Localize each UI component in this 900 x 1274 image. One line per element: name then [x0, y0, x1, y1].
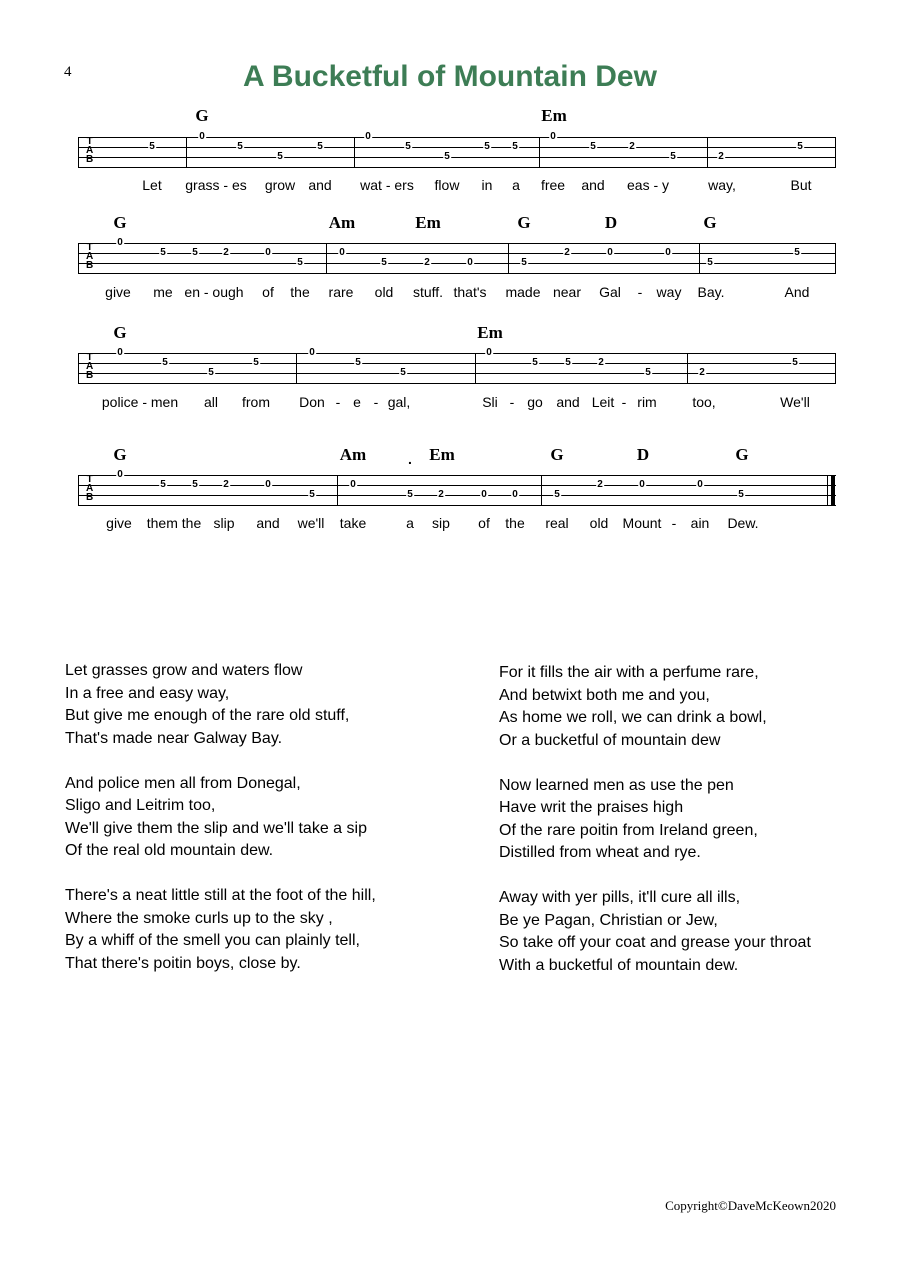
chord: G [195, 106, 209, 125]
tab-note: 0 [265, 247, 271, 258]
chord: Am [339, 445, 367, 464]
tab-note: 0 [117, 347, 123, 358]
verse-line: That's made near Galway Bay. [65, 729, 283, 747]
tab-note: 5 [444, 151, 450, 162]
tab-note: 0 [607, 247, 613, 258]
tab-note: 0 [309, 347, 315, 358]
lyric-syllable: made [505, 284, 541, 300]
tab-note: 0 [117, 469, 123, 480]
tab-note: 5 [707, 257, 713, 268]
verse-line: Of the real old mountain dew. [65, 842, 274, 859]
tab-note: 0 [350, 479, 356, 490]
chord: G [703, 213, 717, 232]
tab-clef: T A B [86, 242, 94, 271]
tab-note: 2 [597, 479, 603, 490]
verse [65, 773, 376, 863]
tab-clef: T A B [86, 136, 94, 165]
tab-note: 5 [532, 357, 538, 368]
tab-note: 5 [149, 141, 155, 152]
tab-staff [78, 469, 836, 505]
lyric-syllable: stuff. [412, 284, 444, 300]
chord: Em [541, 106, 567, 125]
chord: G [113, 445, 127, 464]
tab-note: 0 [639, 479, 645, 490]
lyric-syllable: Gal [599, 284, 621, 300]
lyric-syllable: rim [637, 394, 657, 410]
verse-line: For it fills the air with a perfume rare, [499, 664, 759, 681]
chord: Em [477, 323, 503, 342]
lyric-syllable: give [106, 515, 132, 531]
tab-clef: T A B [86, 474, 94, 503]
chord: Am [328, 213, 356, 232]
verse-line: Let grasses grow and waters flow [65, 662, 303, 679]
tab-note: 5 [645, 367, 651, 378]
lyric-syllable: - [621, 394, 627, 410]
lyric-syllable: rare [328, 284, 354, 300]
chord: G [517, 213, 531, 232]
tab-note: 5 [192, 479, 198, 490]
verse-line: But give me enough of the rare old stuff, [65, 707, 350, 724]
lyric-syllable: ain [690, 515, 710, 531]
tab-note: 5 [794, 247, 800, 258]
lyric-syllable: me [153, 284, 173, 300]
verse-line: Or a bucketful of mountain dew [499, 731, 721, 749]
tab-note: 2 [438, 489, 444, 500]
tab-note: 5 [554, 489, 560, 500]
lyric-syllable: in [481, 177, 493, 193]
lyric-syllable: from [242, 394, 270, 410]
lyric-syllable: flow [434, 177, 460, 193]
lyric-syllable: - [335, 394, 341, 410]
lyric-syllable: near [552, 284, 582, 300]
lyric-syllable: Let [142, 177, 162, 193]
tab-note: 5 [160, 247, 166, 258]
chord: D [604, 213, 618, 232]
tab-staff [78, 131, 836, 167]
verse [499, 775, 811, 865]
verse-line: Sligo and Leitrim too, [65, 797, 216, 814]
tab-note: 5 [253, 357, 259, 368]
song-title: A Bucketful of Mountain Dew [243, 60, 657, 93]
tab-note: 0 [117, 237, 123, 248]
chord: G [113, 323, 127, 342]
lyric-syllable: go [527, 394, 543, 410]
tab-note: 5 [792, 357, 798, 368]
lyric-syllable: and [256, 515, 280, 531]
lyric-syllable: police - men [101, 394, 179, 410]
tab-note: 0 [697, 479, 703, 490]
verse-line: Have writ the praises high [499, 799, 684, 816]
lyric-syllable: Dew. [727, 515, 759, 531]
verse-line: Of the rare poitin from Ireland green, [499, 821, 758, 839]
lyric-syllable: wat - ers [360, 177, 414, 193]
tab-note: 0 [550, 131, 556, 142]
tab-system-1 [0, 106, 900, 196]
lyric-syllable: of [262, 284, 274, 300]
verse-line: Be ye Pagan, Christian or Jew, [499, 911, 718, 929]
tab-staff [78, 347, 836, 383]
tab-note: 0 [365, 131, 371, 142]
chord: Em [415, 213, 441, 232]
lyric-syllable: the [505, 515, 525, 531]
verse-line: So take off your coat and grease your throat [499, 934, 811, 951]
tab-note: 5 [484, 141, 490, 152]
verse-line: Where the smoke curls up to the sky , [65, 909, 333, 927]
lyric-syllable: Mount [622, 515, 662, 531]
tab-note: 5 [309, 489, 315, 500]
tab-note: 2 [424, 257, 430, 268]
tab-staff [78, 237, 836, 273]
copyright-notice: Copyright©DaveMcKeown2020 [665, 1198, 836, 1213]
tab-note: 2 [564, 247, 570, 258]
tab-note: 2 [223, 479, 229, 490]
tab-note: 5 [317, 141, 323, 152]
lyric-syllable: all [203, 394, 219, 410]
tab-note: 0 [339, 247, 345, 258]
chord: Em [429, 445, 455, 464]
verse-line: There's a neat little still at the foot of the hill, [65, 887, 376, 904]
verse-line: As home we roll, we can drink a bowl, [499, 709, 767, 726]
lyric-syllable: Sli [482, 394, 498, 410]
lyric-syllable: old [589, 515, 609, 531]
chord: G [735, 445, 749, 464]
tab-note: 0 [512, 489, 518, 500]
chord-dot: . [408, 451, 412, 467]
tab-note: 0 [265, 479, 271, 490]
lyric-syllable: We'll [780, 394, 810, 410]
chord: D [636, 445, 650, 464]
lyric-syllable: But [790, 177, 812, 193]
verse [499, 662, 811, 752]
lyric-syllable: slip [213, 515, 235, 531]
tab-note: 5 [407, 489, 413, 500]
lyric-syllable: e [353, 394, 361, 410]
verse-line: And betwixt both me and you, [499, 686, 710, 704]
lyric-syllable: way [656, 284, 682, 300]
tab-note: 0 [199, 131, 205, 142]
lyric-syllable: en - ough [184, 284, 244, 300]
page-number: 4 [64, 64, 72, 80]
tab-note: 2 [598, 357, 604, 368]
lyric-syllable: Leit [591, 394, 615, 410]
tab-note: 2 [699, 367, 705, 378]
lyric-syllable: - [509, 394, 515, 410]
tab-system-3 [0, 323, 900, 413]
verse-line: In a free and easy way, [65, 684, 230, 702]
lyric-syllable: the [290, 284, 310, 300]
tab-note: 5 [590, 141, 596, 152]
lyric-syllable: gal, [387, 394, 411, 410]
verse-line: With a bucketful of mountain dew. [499, 956, 739, 974]
tab-note: 5 [277, 151, 283, 162]
tab-system-4 [0, 445, 900, 535]
tab-note: 0 [486, 347, 492, 358]
tab-note: 5 [400, 367, 406, 378]
verse [65, 660, 376, 750]
lyric-syllable: - [671, 515, 677, 531]
tab-note: 5 [738, 489, 744, 500]
tab-note: 5 [160, 479, 166, 490]
verse-line: By a whiff of the smell you can plainly tell, [65, 932, 360, 949]
tab-note: 5 [355, 357, 361, 368]
lyric-syllable: a [512, 177, 520, 193]
verse-line: Now learned men as use the pen [499, 776, 734, 794]
tab-clef: T A B [86, 352, 94, 381]
verse-line: Distilled from wheat and rye. [499, 844, 701, 861]
tab-note: 5 [237, 141, 243, 152]
tab-note: 5 [208, 367, 214, 378]
lyric-syllable: and [581, 177, 605, 193]
lyric-syllable: And [784, 284, 810, 300]
verse-line: That there's poitin boys, close by. [65, 954, 301, 972]
lyric-syllable: of [478, 515, 490, 531]
tab-note: 5 [565, 357, 571, 368]
lyric-syllable: and [308, 177, 332, 193]
tab-note: 5 [192, 247, 198, 258]
lyric-syllable: grass - es [185, 177, 247, 193]
lyrics-left-column [65, 660, 376, 998]
tab-note: 5 [512, 141, 518, 152]
tab-note: 0 [467, 257, 473, 268]
chord: G [113, 213, 127, 232]
lyrics-right-column [499, 662, 811, 1000]
tab-note: 0 [481, 489, 487, 500]
verse-line: We'll give them the slip and we'll take a sip [65, 819, 367, 837]
lyric-syllable: a [406, 515, 414, 531]
lyric-syllable: eas - y [626, 177, 670, 193]
lyric-syllable: that's [453, 284, 487, 300]
lyric-syllable: Don [299, 394, 325, 410]
tab-note: 5 [521, 257, 527, 268]
verse-line: Away with yer pills, it'll cure all ills, [499, 889, 741, 906]
tab-system-2 [0, 213, 900, 303]
tab-note: 5 [297, 257, 303, 268]
lyric-syllable: - [373, 394, 379, 410]
lyric-syllable: sip [432, 515, 450, 531]
verse [499, 887, 811, 977]
tab-note: 2 [629, 141, 635, 152]
lyric-syllable: Bay. [697, 284, 725, 300]
lyric-syllable: way, [708, 177, 736, 193]
lyric-syllable: and [556, 394, 580, 410]
lyric-syllable: take [339, 515, 367, 531]
tab-note: 5 [162, 357, 168, 368]
lyric-syllable: we'll [297, 515, 325, 531]
tab-note: 0 [665, 247, 671, 258]
tab-note: 2 [718, 151, 724, 162]
verse-line: And police men all from Donegal, [65, 774, 301, 792]
tab-note: 5 [405, 141, 411, 152]
lyric-syllable: grow [264, 177, 296, 193]
lyric-syllable: give [105, 284, 131, 300]
verse [65, 885, 376, 975]
tab-note: 5 [670, 151, 676, 162]
lyric-syllable: too, [692, 394, 716, 410]
lyric-syllable: free [540, 177, 566, 193]
chord: G [550, 445, 564, 464]
tab-note: 5 [797, 141, 803, 152]
tab-note: 2 [223, 247, 229, 258]
lyric-syllable: real [545, 515, 569, 531]
lyric-syllable: old [374, 284, 394, 300]
lyric-syllable: them the [146, 515, 202, 531]
lyric-syllable: - [637, 284, 643, 300]
tab-note: 5 [381, 257, 387, 268]
